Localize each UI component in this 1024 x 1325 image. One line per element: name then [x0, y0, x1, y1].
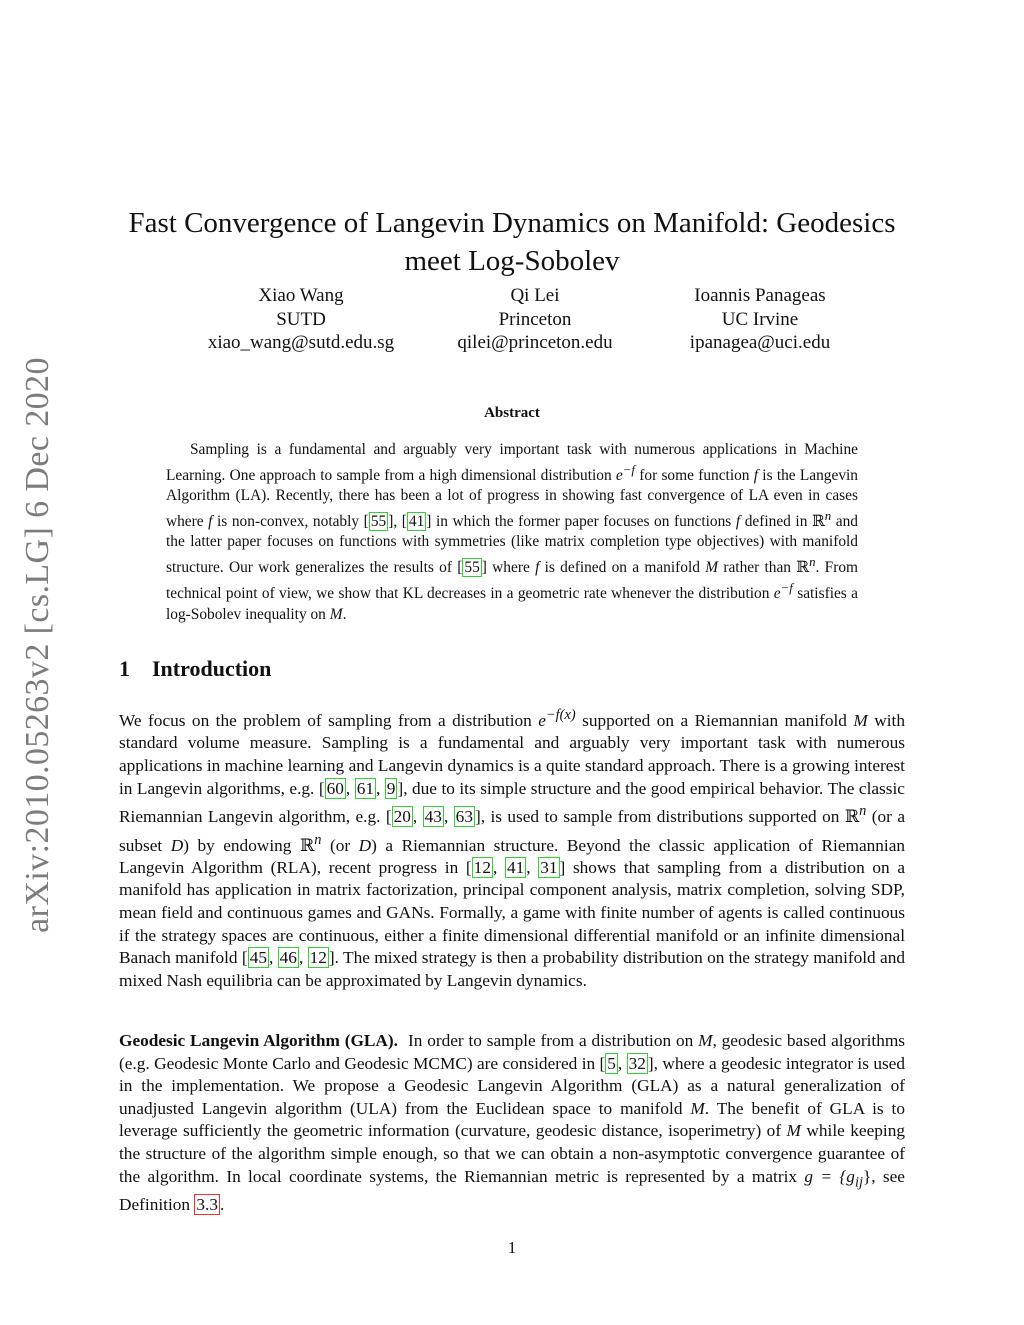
author-2: [415, 284, 655, 355]
section-number: 1: [119, 656, 130, 681]
citation-link[interactable]: 45: [249, 948, 267, 968]
paragraph-heading: Geodesic Langevin Algorithm (GLA).: [119, 1031, 398, 1050]
citation-link[interactable]: 55: [464, 559, 480, 577]
abstract-text: Sampling is a fundamental and arguably very important task with numerous applications in Machine Learning. One approach to sample from a high dimensional distribution $e^{-f}$ for some function f is the Langevin Algorithm (LA). Recently, there has been a lot of progress in showing fast convergence of LA even in cases where f is non-convex, notably [ 55 ], [ 41 ] in which the former paper focuses on functions f defined in ℝ$^n$ and the latter paper focuses on functions with symmetries (like matrix completion type objectives) with manifold structure. Our work generalizes the results of [ 55 ] where f is defined on a manifold M rather than ℝ$^n$. From technical point of view, we show that KL decreases in a geometric rate whenever the distribution $e^{-f}$ satisfies a log-Sobolev inequality on M.: [166, 441, 858, 623]
section-heading-introduction: [119, 656, 271, 682]
author-3: [640, 284, 880, 355]
citation-link[interactable]: 55: [370, 513, 387, 531]
author-email: xiao_wang@sutd.edu.sg: [207, 332, 395, 353]
citation-link[interactable]: 12: [309, 948, 327, 968]
citation-link[interactable]: 9: [386, 778, 396, 798]
paper-title: Fast Convergence of Langevin Dynamics on Manifold: Geodesics meet Log-Sobolev: [128, 207, 896, 278]
citation-link[interactable]: 5: [607, 1053, 616, 1073]
intro-paragraph: We focus on the problem of sampling from a distribution $e^{-f(x)}$ supported on a Riemannian manifold M with standard volume measure. Sampling is a fundamental and arguably very important task with numerous applications in machine learning and Langevin dynamics is a quite standard approach. There is a growing interest in Langevin algorithms, e.g. [ 60 , 61 , 9 ], due to its simple structure and the good empirical behavior. The classic Riemannian Langevin algorithm, e.g. [ 20 , 43 , 63 ], is used to sample from distributions supported on ℝ$^n$ (or a subset D) by endowing ℝ$^n$ (or D) a Riemannian structure. Beyond the classic application of Riemannian Langevin Algorithm (RLA), recent progress in [ 12 , 41 , 31 ] shows that sampling from a distribution on a manifold has application in matrix factorization, principal component analysis, matrix completion, solving SDP, mean field and continuous games and GANs. Formally, a game with finite number of agents is called continuous if the strategy spaces are continuous, either a finite dimensional differential manifold or an infinite dimensional Banach manifold [ 45 , 46 , 12 ]. The mixed strategy is then a probability distribution on the strategy manifold and mixed Nash equilibria can be approximated by Langevin dynamics.: [119, 707, 906, 990]
section-title: Introduction: [152, 656, 272, 681]
author-affiliation: Princeton: [498, 308, 572, 330]
citation-link[interactable]: 61: [356, 778, 374, 798]
author-email: ipanagea@uci.edu: [689, 332, 831, 353]
author-1: [181, 284, 421, 355]
citation-link[interactable]: 20: [393, 806, 411, 826]
citation-link[interactable]: 60: [326, 778, 344, 798]
author-affiliation: UC Irvine: [721, 308, 799, 330]
author-name: Xiao Wang: [258, 285, 344, 306]
citation-link[interactable]: 31: [540, 857, 558, 877]
author-email: qilei@princeton.edu: [457, 332, 613, 353]
citation-link[interactable]: 41: [506, 857, 525, 877]
citation-link[interactable]: 12: [473, 857, 491, 877]
citation-link[interactable]: 43: [424, 806, 442, 826]
citation-link[interactable]: 63: [455, 806, 473, 826]
definition-link[interactable]: 3.3: [196, 1194, 218, 1214]
author-name: Qi Lei: [510, 285, 560, 306]
arxiv-identifier-stamp: arXiv:2010.05263v2 [cs.LG] 6 Dec 2020: [19, 357, 56, 933]
gla-paragraph: Geodesic Langevin Algorithm (GLA). In order to sample from a distribution on M, geodesic based algorithms (e.g. Geodesic Monte Carlo and Geodesic MCMC) are considered in [ 5 , 32 ], where a geodesic integrator is used in the implementation. We propose a Geodesic Langevin Algorithm (GLA) as a natural generalization of unadjusted Langevin algorithm (ULA) from the Euclidean space to manifold M. The benefit of GLA is to leverage sufficiently the geometric information (curvature, geodesic distance, isoperimetry) of M while keeping the structure of the algorithm simple enough, so that we can obtain a non-asymptotic convergence guarantee of the algorithm. In local coordinate systems, the Riemannian metric is represented by a matrix $g = \{g_{ij}\}$, see Definition 3.3 .: [119, 1031, 906, 1214]
citation-link[interactable]: 46: [279, 948, 297, 968]
author-name: Ioannis Panageas: [694, 285, 826, 306]
citation-link[interactable]: 41: [408, 513, 425, 531]
page-number: 1: [507, 1238, 517, 1257]
abstract-heading: Abstract: [484, 405, 540, 421]
citation-link[interactable]: 32: [628, 1053, 646, 1073]
author-affiliation: SUTD: [276, 308, 326, 330]
